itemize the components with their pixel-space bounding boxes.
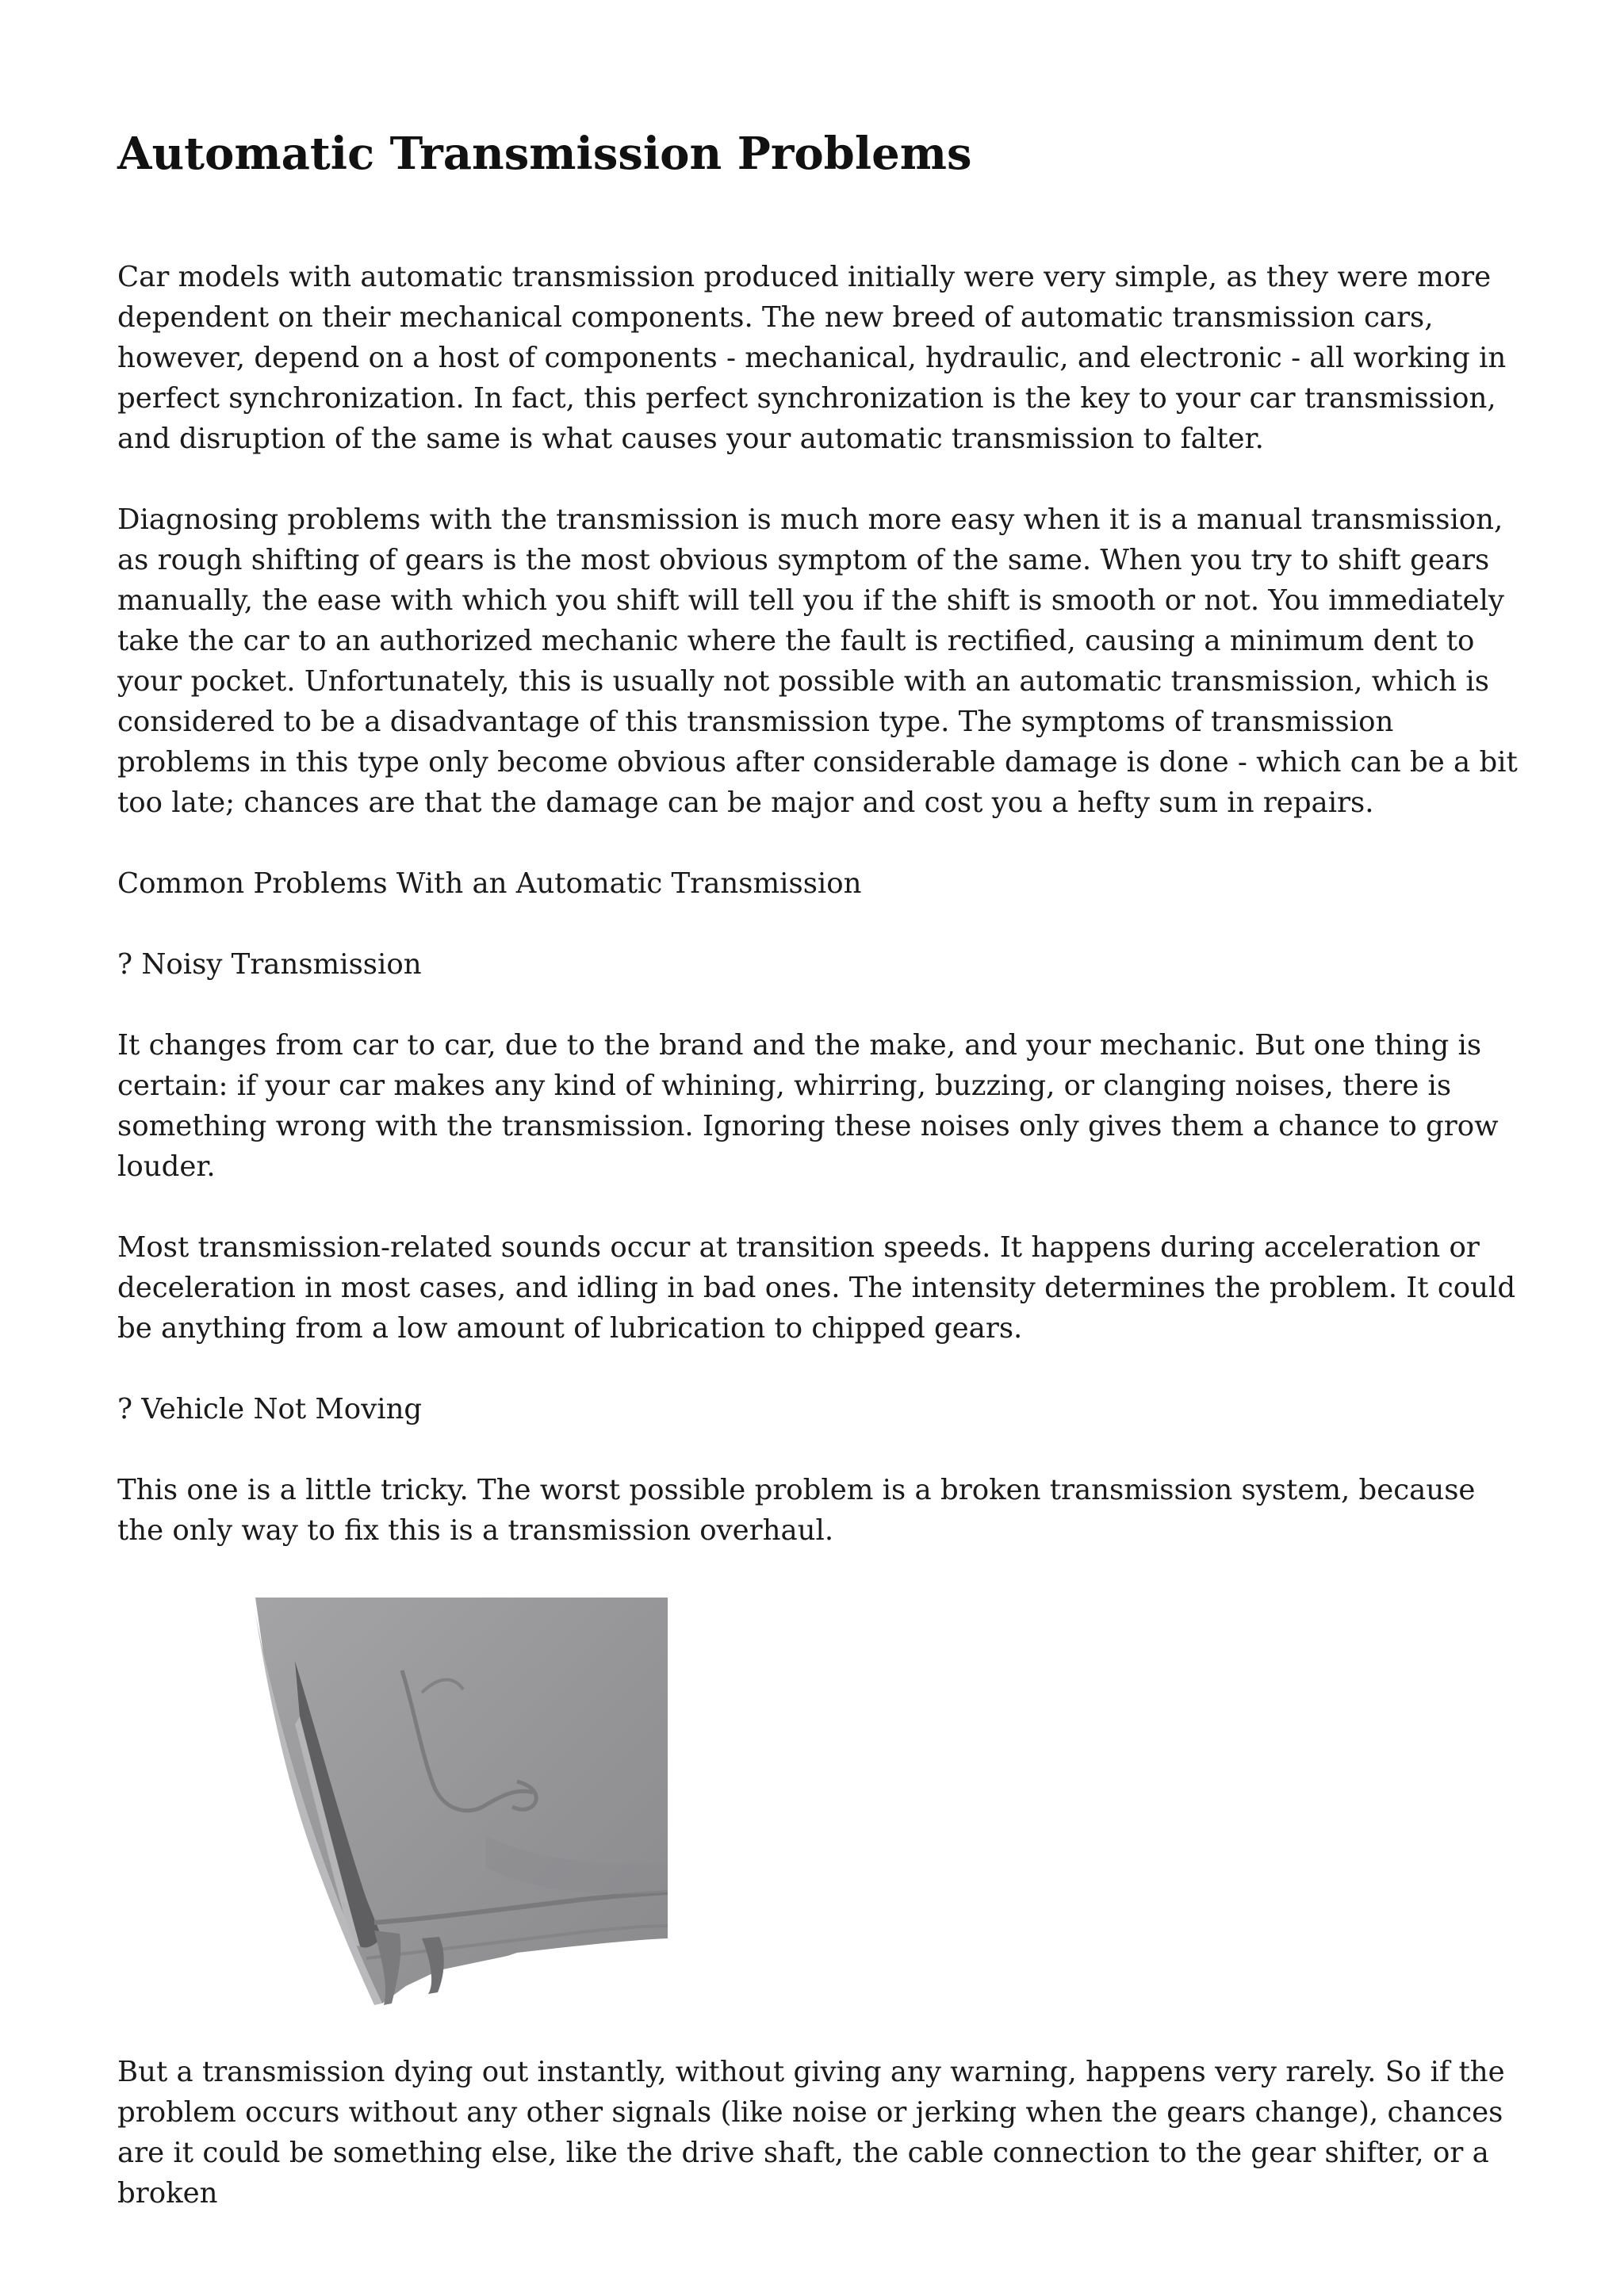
paragraph-diagnosing: Diagnosing problems with the transmission is much more easy when it is a manual transmission, as rough shifting of gears is the most obvious symptom of the same. When you try to shift gears manually, the ease with which you shift will tell you if the shift is smooth or not. You immediately take the car to an authorized mechanic where the fault is rectified, causing a minimum dent to your pocket. Unfortunately, this is usually not possible with an automatic transmission, which is considered to be a disadvantage of this transmission type. The symptoms of transmission problems in this type only become obvious after considerable damage is done - which can be a bit too late; chances are that the damage can be major and cost you a hefty sum in repairs. — [117, 503, 1518, 819]
document-body — [117, 257, 1529, 2254]
paragraph-intro: Car models with automatic transmission produced initially were very simple, as they were more dependent on their mechanical components. The new breed of automatic transmission cars, however, depend on a host of components - mechanical, hydraulic, and electronic - all working in perfect synchronization. In fact, this perfect synchronization is the key to your car transmission, and disruption of the same is what causes your automatic transmission to falter. — [117, 261, 1507, 455]
subheading-noisy-transmission: ? Noisy Transmission — [117, 948, 422, 981]
paragraph-noises: It changes from car to car, due to the brand and the make, and your mechanic. But one thing is certain: if your car makes any kind of whining, whirring, buzzing, or clanging noises, there is something wrong with the transmission. Ignoring these noises only gives them a chance to grow louder. — [117, 1029, 1499, 1183]
paragraph-transition-speeds: Most transmission-related sounds occur at transition speeds. It happens during acceleration or deceleration in most cases, and idling in bad ones. The intensity determines the problem. It could be anything from a low amount of lubrication to chipped gears. — [117, 1231, 1516, 1345]
grey-fabric-image — [255, 1598, 668, 2010]
paragraph-tricky: This one is a little tricky. The worst possible problem is a broken transmission system, because the only way to fix this is a transmission overhaul. — [117, 1474, 1476, 1547]
article-image — [117, 1591, 1529, 2011]
subheading-vehicle-not-moving: ? Vehicle Not Moving — [117, 1393, 423, 1425]
document-title: Automatic Transmission Problems — [117, 128, 972, 180]
paragraph-dying-out: But a transmission dying out instantly, without giving any warning, happens very rarely. So if the problem occurs without any other signals (like noise or jerking when the gears change), chances are it could be something else, like the drive shaft, the cable connection to the gear shifter, or a broken — [117, 2056, 1505, 2210]
section-heading-common-problems: Common Problems With an Automatic Transmission — [117, 867, 862, 900]
